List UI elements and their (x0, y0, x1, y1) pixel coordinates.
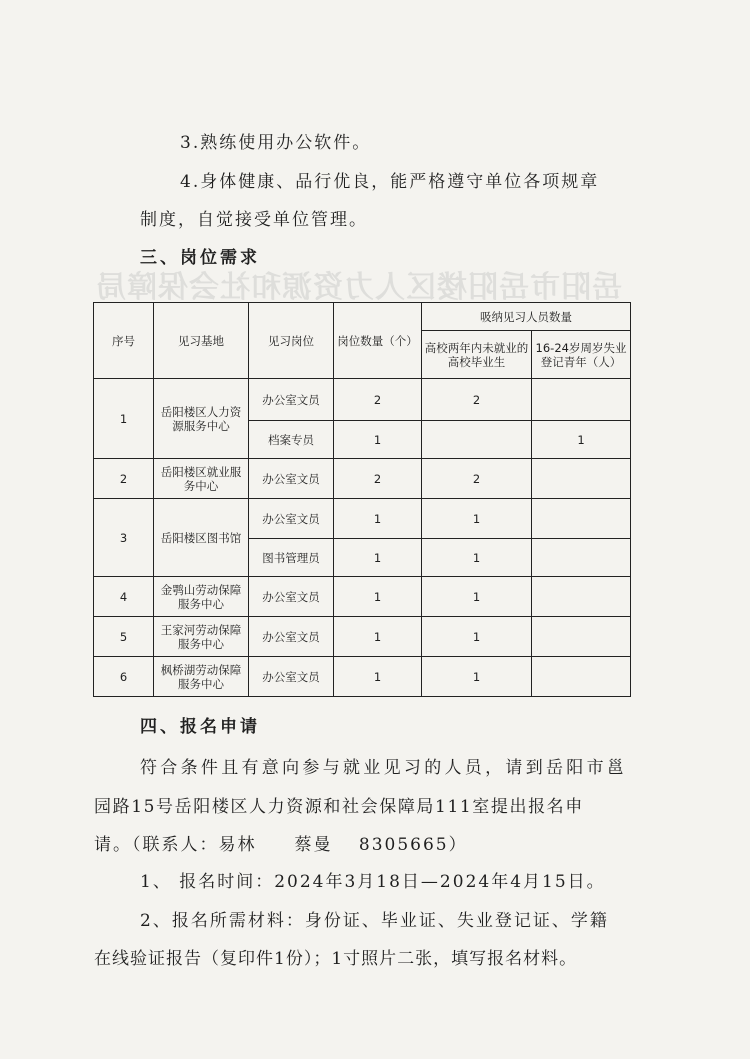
apply-line-3: 请。（联系人：易林 蔡曼 8305665） (94, 835, 468, 855)
section-title-registration: 四、报名申请 (140, 717, 260, 737)
header-base: 见习基地 (154, 303, 249, 379)
header-post: 见习岗位 (249, 303, 334, 379)
cell-post: 办公室文员 (249, 459, 334, 499)
requirement-item-4-line2: 制度，自觉接受单位管理。 (140, 210, 368, 230)
cell-grad: 1 (422, 617, 532, 657)
cell-base: 王家河劳动保障服务中心 (154, 617, 249, 657)
cell-seq: 6 (94, 657, 154, 697)
cell-youth: 1 (532, 421, 631, 459)
cell-grad (422, 421, 532, 459)
cell-count: 1 (334, 657, 422, 697)
cell-youth (532, 617, 631, 657)
cell-youth (532, 577, 631, 617)
cell-youth (532, 539, 631, 577)
cell-seq: 3 (94, 499, 154, 577)
cell-grad: 1 (422, 577, 532, 617)
cell-count: 1 (334, 577, 422, 617)
requirement-item-4-line1: 4.身体健康、品行优良，能严格遵守单位各项规章 (180, 172, 600, 192)
bleed-through-text: 岳阳市岳阳楼区人力资源和社会保障局 (95, 270, 622, 305)
cell-count: 1 (334, 421, 422, 459)
cell-base: 枫桥湖劳动保障服务中心 (154, 657, 249, 697)
cell-count: 2 (334, 459, 422, 499)
cell-youth (532, 657, 631, 697)
cell-post: 办公室文员 (249, 617, 334, 657)
section-title-position-demand: 三、岗位需求 (140, 248, 260, 268)
cell-grad: 2 (422, 379, 532, 421)
cell-seq: 1 (94, 379, 154, 459)
apply-materials-line-1: 2、报名所需材料：身份证、毕业证、失业登记证、学籍 (140, 911, 609, 931)
header-absorb: 吸纳见习人员数量 (422, 303, 631, 331)
requirement-item-3: 3.熟练使用办公软件。 (180, 133, 372, 153)
header-grad: 高校两年内未就业的高校毕业生 (422, 331, 532, 379)
cell-grad: 1 (422, 657, 532, 697)
cell-post: 办公室文员 (249, 577, 334, 617)
cell-count: 1 (334, 617, 422, 657)
cell-youth (532, 459, 631, 499)
cell-post: 办公室文员 (249, 499, 334, 539)
cell-post: 图书管理员 (249, 539, 334, 577)
cell-post: 档案专员 (249, 421, 334, 459)
position-table (93, 302, 631, 697)
cell-seq: 5 (94, 617, 154, 657)
cell-youth (532, 499, 631, 539)
cell-seq: 2 (94, 459, 154, 499)
header-seq: 序号 (94, 303, 154, 379)
cell-youth (532, 379, 631, 421)
cell-count: 1 (334, 499, 422, 539)
cell-count: 2 (334, 379, 422, 421)
cell-count: 1 (334, 539, 422, 577)
apply-time: 1、 报名时间：2024年3月18日—2024年4月15日。 (140, 872, 606, 892)
apply-line-2: 园路15号岳阳楼区人力资源和社会保障局111室提出报名申 (94, 797, 584, 817)
cell-post: 办公室文员 (249, 379, 334, 421)
cell-grad: 1 (422, 499, 532, 539)
cell-grad: 1 (422, 539, 532, 577)
cell-grad: 2 (422, 459, 532, 499)
header-count: 岗位数量（个） (334, 303, 422, 379)
cell-base: 金鹗山劳动保障服务中心 (154, 577, 249, 617)
cell-post: 办公室文员 (249, 657, 334, 697)
header-youth: 16-24岁周岁失业登记青年（人） (532, 331, 631, 379)
apply-materials-line-2: 在线验证报告（复印件1份）；1寸照片二张，填写报名材料。 (94, 949, 578, 969)
cell-seq: 4 (94, 577, 154, 617)
cell-base: 岳阳楼区图书馆 (154, 499, 249, 577)
cell-base: 岳阳楼区人力资源服务中心 (154, 379, 249, 459)
apply-line-1: 符合条件且有意向参与就业见习的人员，请到岳阳市邕 (140, 758, 628, 778)
cell-base: 岳阳楼区就业服务中心 (154, 459, 249, 499)
